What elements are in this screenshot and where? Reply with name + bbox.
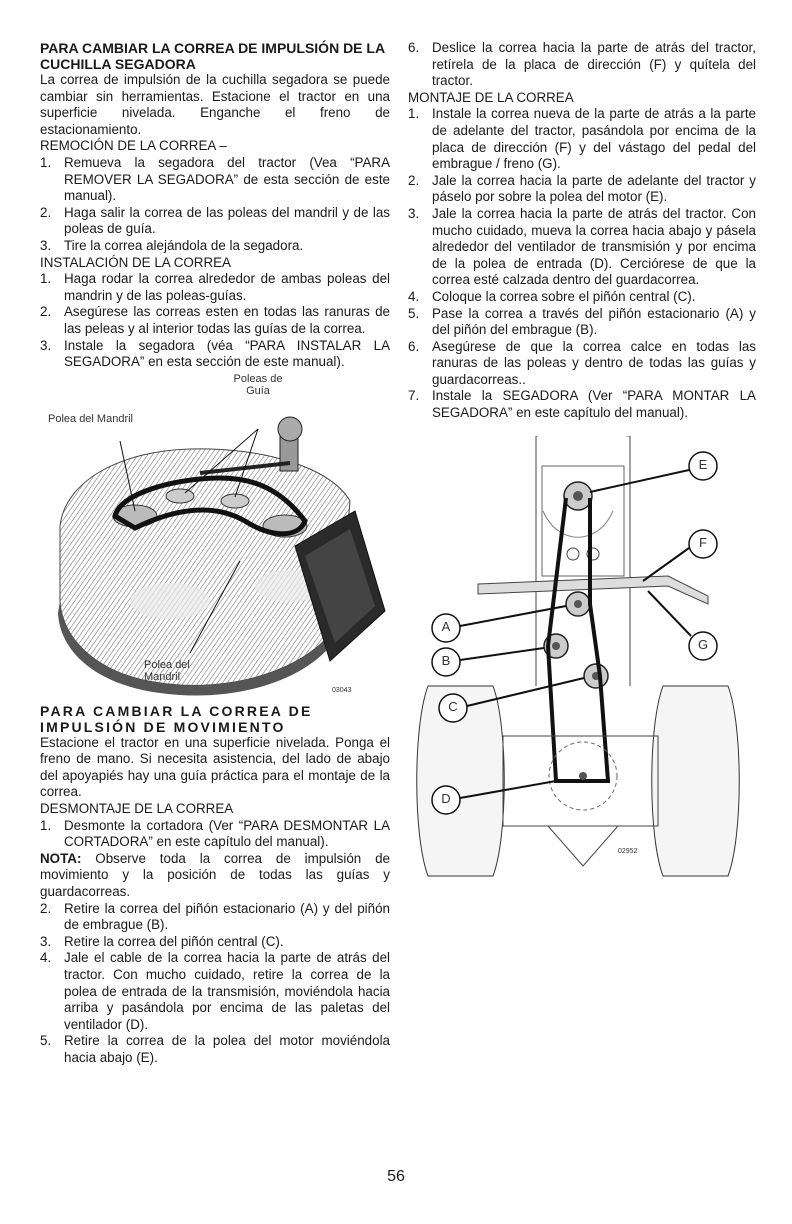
dismount-heading: DESMONTAJE DE LA CORREA xyxy=(40,801,234,817)
removal-steps xyxy=(40,155,390,255)
right-column xyxy=(408,40,756,896)
note-paragraph xyxy=(40,851,390,901)
list-item: 3. Instale la segadora (véa “PARA INSTALAR LA SEGADORA” en esta sección de este manual). xyxy=(40,337,390,370)
belt-routing-figure xyxy=(408,436,748,896)
list-item: 1. Remueva la segadora del tractor (Vea “PARA REMOVER LA SEGADORA” de esta sección de este manual). xyxy=(40,154,390,204)
note-label: NOTA: xyxy=(40,850,82,866)
list-item: 4. Jale el cable de la correa hacia la parte de atrás del tractor. Con mucho cuidado, retire la correa de la polea de entrada de la transmisión, moviéndola hacia arriba y pasándola por encima de las paletas del ventilador (D). xyxy=(40,950,390,1032)
note-text: Observe toda la correa de impulsión de movimiento y la posición de todas las guías y guardacorreas. xyxy=(40,850,390,900)
mower-deck-figure xyxy=(40,371,390,701)
list-item: 5. Retire la correa de la polea del motor moviéndola hacia abajo (E). xyxy=(40,1033,390,1065)
label-spindle-pulley-bottom: Polea del Mandril xyxy=(144,658,190,683)
callout-e: E xyxy=(698,456,708,472)
list-item: 3. Jale la correa hacia la parte de atrás del tractor. Con mucho cuidado, mueva la correa hacia abajo y pásela alrededor del ventilador de transmisión y por encima de la polea de entrada (D). Cerciórese de que la correa esté calzada dentro del guardacorrea. xyxy=(408,205,756,288)
callout-g: G xyxy=(697,636,709,652)
install-heading: INSTALACIÓN DE LA CORREA xyxy=(40,254,231,270)
section-title-motion-belt: PARA CAMBIAR LA CORREA DE IMPULSIÓN DE MOVIMIENTO xyxy=(40,702,313,735)
motion-belt-intro: Estacione el tractor en una superficie nivelada. Ponga el freno de mano. Si necesita asistencia, del lado de abajo del apoyapiés hay una guía práctica para el montaje de la correa. xyxy=(40,734,390,800)
list-item: 1. Haga rodar la correa alrededor de ambas poleas del mandrin y de las poleas-guías. xyxy=(40,271,390,303)
blade-belt-intro: La correa de impulsión de la cuchilla segadora se puede cambiar sin herramientas. Estacione el tractor en una superficie nivelada. Enganche el freno de estacionamiento. xyxy=(40,72,390,137)
belt-routing-illustration xyxy=(408,436,748,896)
mount-heading: MONTAJE DE LA CORREA xyxy=(408,89,574,105)
callout-c: C xyxy=(448,698,458,714)
label-spindle-pulley-top: Polea del Mandril xyxy=(48,412,133,425)
list-item: 2. Asegúrese las correas esten en todas las ranuras de las peleas y al interior todas las guías de la correa. xyxy=(40,304,390,336)
list-item: 3. Tire la correa alejándola de la segadora. xyxy=(40,237,304,253)
dismount-steps-first xyxy=(40,818,390,851)
removal-heading: REMOCIÓN DE LA CORREA – xyxy=(40,138,227,154)
list-item: 1. Instale la correa nueva de la parte de atrás a la parte de adelante del tractor, pasándola por encima de la placa de dirección (F) y del vástago del pedal del embrague / freno (G). xyxy=(408,106,756,172)
list-item: 6. Asegúrese de que la correa calce en todas las ranuras de las poleas y dentro de todas las guías y guardacorreas.. xyxy=(408,338,756,387)
page-number: 56 xyxy=(387,1168,405,1185)
figure-code: 03043 xyxy=(332,686,352,694)
left-column xyxy=(40,40,390,1067)
list-item: 2. Jale la correa hacia la parte de adelante del tractor y páselo por sobre la polea del motor (E). xyxy=(408,172,756,205)
callout-b: B xyxy=(441,652,451,668)
label-guide-pulleys: Poleas de Guía xyxy=(233,372,283,397)
install-steps xyxy=(40,271,390,371)
callout-d: D xyxy=(441,790,451,806)
list-item: 5. Pase la correa a través del piñón estacionario (A) y del piñón del embrague (B). xyxy=(408,305,756,338)
list-item: 1. Desmonte la cortadora (Ver “PARA DESMONTAR LA CORTADORA” en este capítulo del manual). xyxy=(40,817,390,850)
list-item: 3. Retire la correa del piñón central (C). xyxy=(40,933,284,949)
dismount-steps xyxy=(40,901,390,1067)
list-item: 4. Coloque la correa sobre el piñón central (C). xyxy=(408,288,696,304)
callout-a: A xyxy=(441,618,451,634)
dismount-steps-continued xyxy=(408,40,756,90)
list-item: 2. Retire la correa del piñón estacionario (A) y del piñón de embrague (B). xyxy=(40,900,390,933)
mount-steps xyxy=(408,106,756,421)
callout-f: F xyxy=(699,534,707,550)
list-item: 6. Deslice la correa hacia la parte de atrás del tractor, retírela de la placa de dirección (F) y quítela del tractor. xyxy=(408,40,756,89)
list-item: 7. Instale la SEGADORA (Ver “PARA MONTAR LA SEGADORA” en este capítulo del manual). xyxy=(408,388,756,421)
figure-code: 02952 xyxy=(618,847,638,855)
section-title-blade-belt: PARA CAMBIAR LA CORREA DE IMPULSIÓN DE LA CUCHILLA SEGADORA xyxy=(40,40,385,72)
list-item: 2. Haga salir la correa de las poleas del mandril y de las poleas de guía. xyxy=(40,204,390,237)
